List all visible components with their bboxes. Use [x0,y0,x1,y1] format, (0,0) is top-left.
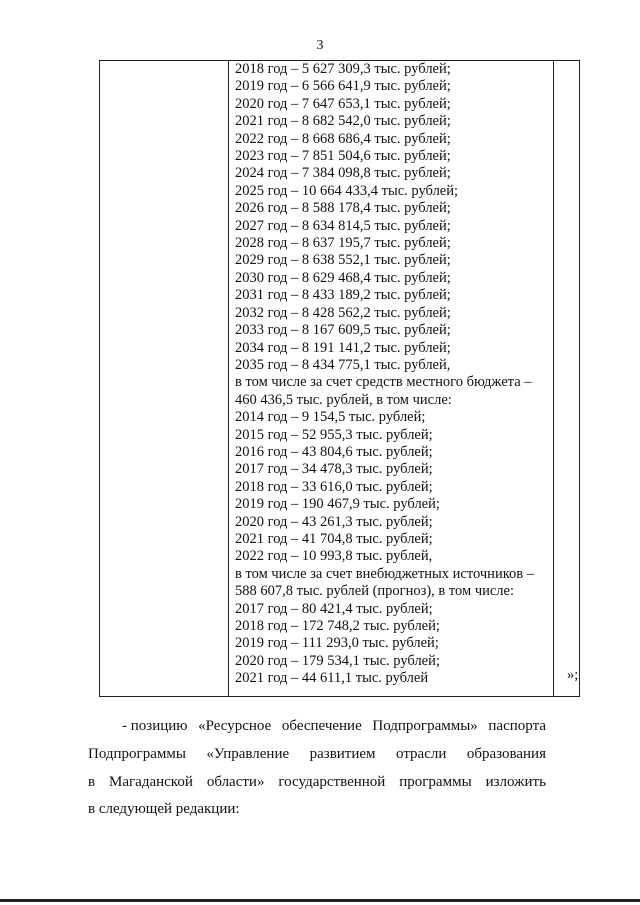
funding-line: в том числе за счет средств местного бюджета – [235,374,532,391]
funding-line: 2014 год – 9 154,5 тыс. рублей; [235,409,426,426]
paragraph-word: Магаданской [109,774,193,790]
budget-table [99,60,580,697]
funding-line: 2030 год – 8 629 468,4 тыс. рублей; [235,269,451,286]
funding-line: 2026 год – 8 588 178,4 тыс. рублей; [235,200,451,217]
funding-line: 2019 год – 111 293,0 тыс. рублей; [235,635,439,652]
page-number: 3 [316,38,324,53]
funding-line: 2028 год – 8 637 195,7 тыс. рублей; [235,235,451,252]
paragraph-word: государственной [278,774,386,790]
funding-line: 2017 год – 80 421,4 тыс. рублей; [235,600,433,617]
funding-line: 2020 год – 43 261,3 тыс. рублей; [235,513,433,530]
paragraph-word: изложить [485,774,546,790]
funding-line: 2029 год – 8 638 552,1 тыс. рублей; [235,252,451,269]
table-column-divider [228,61,229,696]
paragraph-line-4: в следующей редакции: [88,801,240,817]
paragraph-word: Подпрограммы» [372,718,478,734]
funding-line: 2034 год – 8 191 141,2 тыс. рублей; [235,339,451,356]
funding-line: 2016 год – 43 804,6 тыс. рублей; [235,443,433,460]
funding-line: 2018 год – 5 627 309,3 тыс. рублей; [235,61,451,77]
paragraph-line-1 [122,718,546,735]
paragraph-line-3 [88,774,546,791]
paragraph-word: паспорта [488,718,546,734]
funding-line: в том числе за счет внебюджетных источников – [235,565,534,582]
funding-line: 460 436,5 тыс. рублей, в том числе: [235,391,452,408]
funding-line: 2018 год – 33 616,0 тыс. рублей; [235,478,433,495]
funding-line: 2017 год – 34 478,3 тыс. рублей; [235,461,433,478]
paragraph-word: в [88,774,96,790]
funding-line: 2018 год – 172 748,2 тыс. рублей; [235,618,440,634]
paragraph-word: обеспечение [281,718,362,734]
funding-line: 2025 год – 10 664 433,4 тыс. рублей; [235,182,459,199]
funding-line: 2020 год – 7 647 653,1 тыс. рублей; [235,95,451,112]
paragraph-word: Подпрограммы [88,746,186,762]
paragraph-word: образования [466,746,546,762]
paragraph-word: - позицию [122,718,188,734]
funding-line: 2022 год – 10 993,8 тыс. рублей, [235,548,433,565]
funding-line: 2021 год – 44 611,1 тыс. рублей [235,670,429,687]
paragraph-word: области» [206,774,265,790]
funding-line: 588 607,8 тыс. рублей (прогноз), в том числе: [235,583,515,600]
closing-quote: »; [567,667,579,683]
funding-line: 2024 год – 7 384 098,8 тыс. рублей; [235,165,451,182]
funding-lines-list [235,61,565,688]
funding-line: 2027 год – 8 634 814,5 тыс. рублей; [235,217,451,234]
paragraph-word: «Управление [206,746,290,762]
funding-line: 2019 год – 190 467,9 тыс. рублей; [235,496,440,513]
funding-line: 2021 год – 41 704,8 тыс. рублей; [235,530,433,547]
paragraph-line-2 [88,746,546,763]
paragraph-word: развитием [309,746,376,762]
funding-line: 2020 год – 179 534,1 тыс. рублей; [235,652,440,669]
funding-line: 2019 год – 6 566 641,9 тыс. рублей; [235,78,451,95]
paragraph-word: программы [399,774,472,790]
funding-line: 2023 год – 7 851 504,6 тыс. рублей; [235,148,451,165]
paragraph-word: отрасли [396,746,447,762]
footer-rule [0,899,640,902]
funding-line: 2022 год – 8 668 686,4 тыс. рублей; [235,130,451,147]
funding-line: 2033 год – 8 167 609,5 тыс. рублей; [235,322,451,339]
funding-line: 2031 год – 8 433 189,2 тыс. рублей; [235,287,451,304]
funding-line: 2032 год – 8 428 562,2 тыс. рублей; [235,304,451,321]
funding-line: 2015 год – 52 955,3 тыс. рублей; [235,426,433,443]
funding-line: 2035 год – 8 434 775,1 тыс. рублей, [235,356,451,373]
paragraph-word: «Ресурсное [198,718,272,734]
funding-line: 2021 год – 8 682 542,0 тыс. рублей; [235,113,451,130]
